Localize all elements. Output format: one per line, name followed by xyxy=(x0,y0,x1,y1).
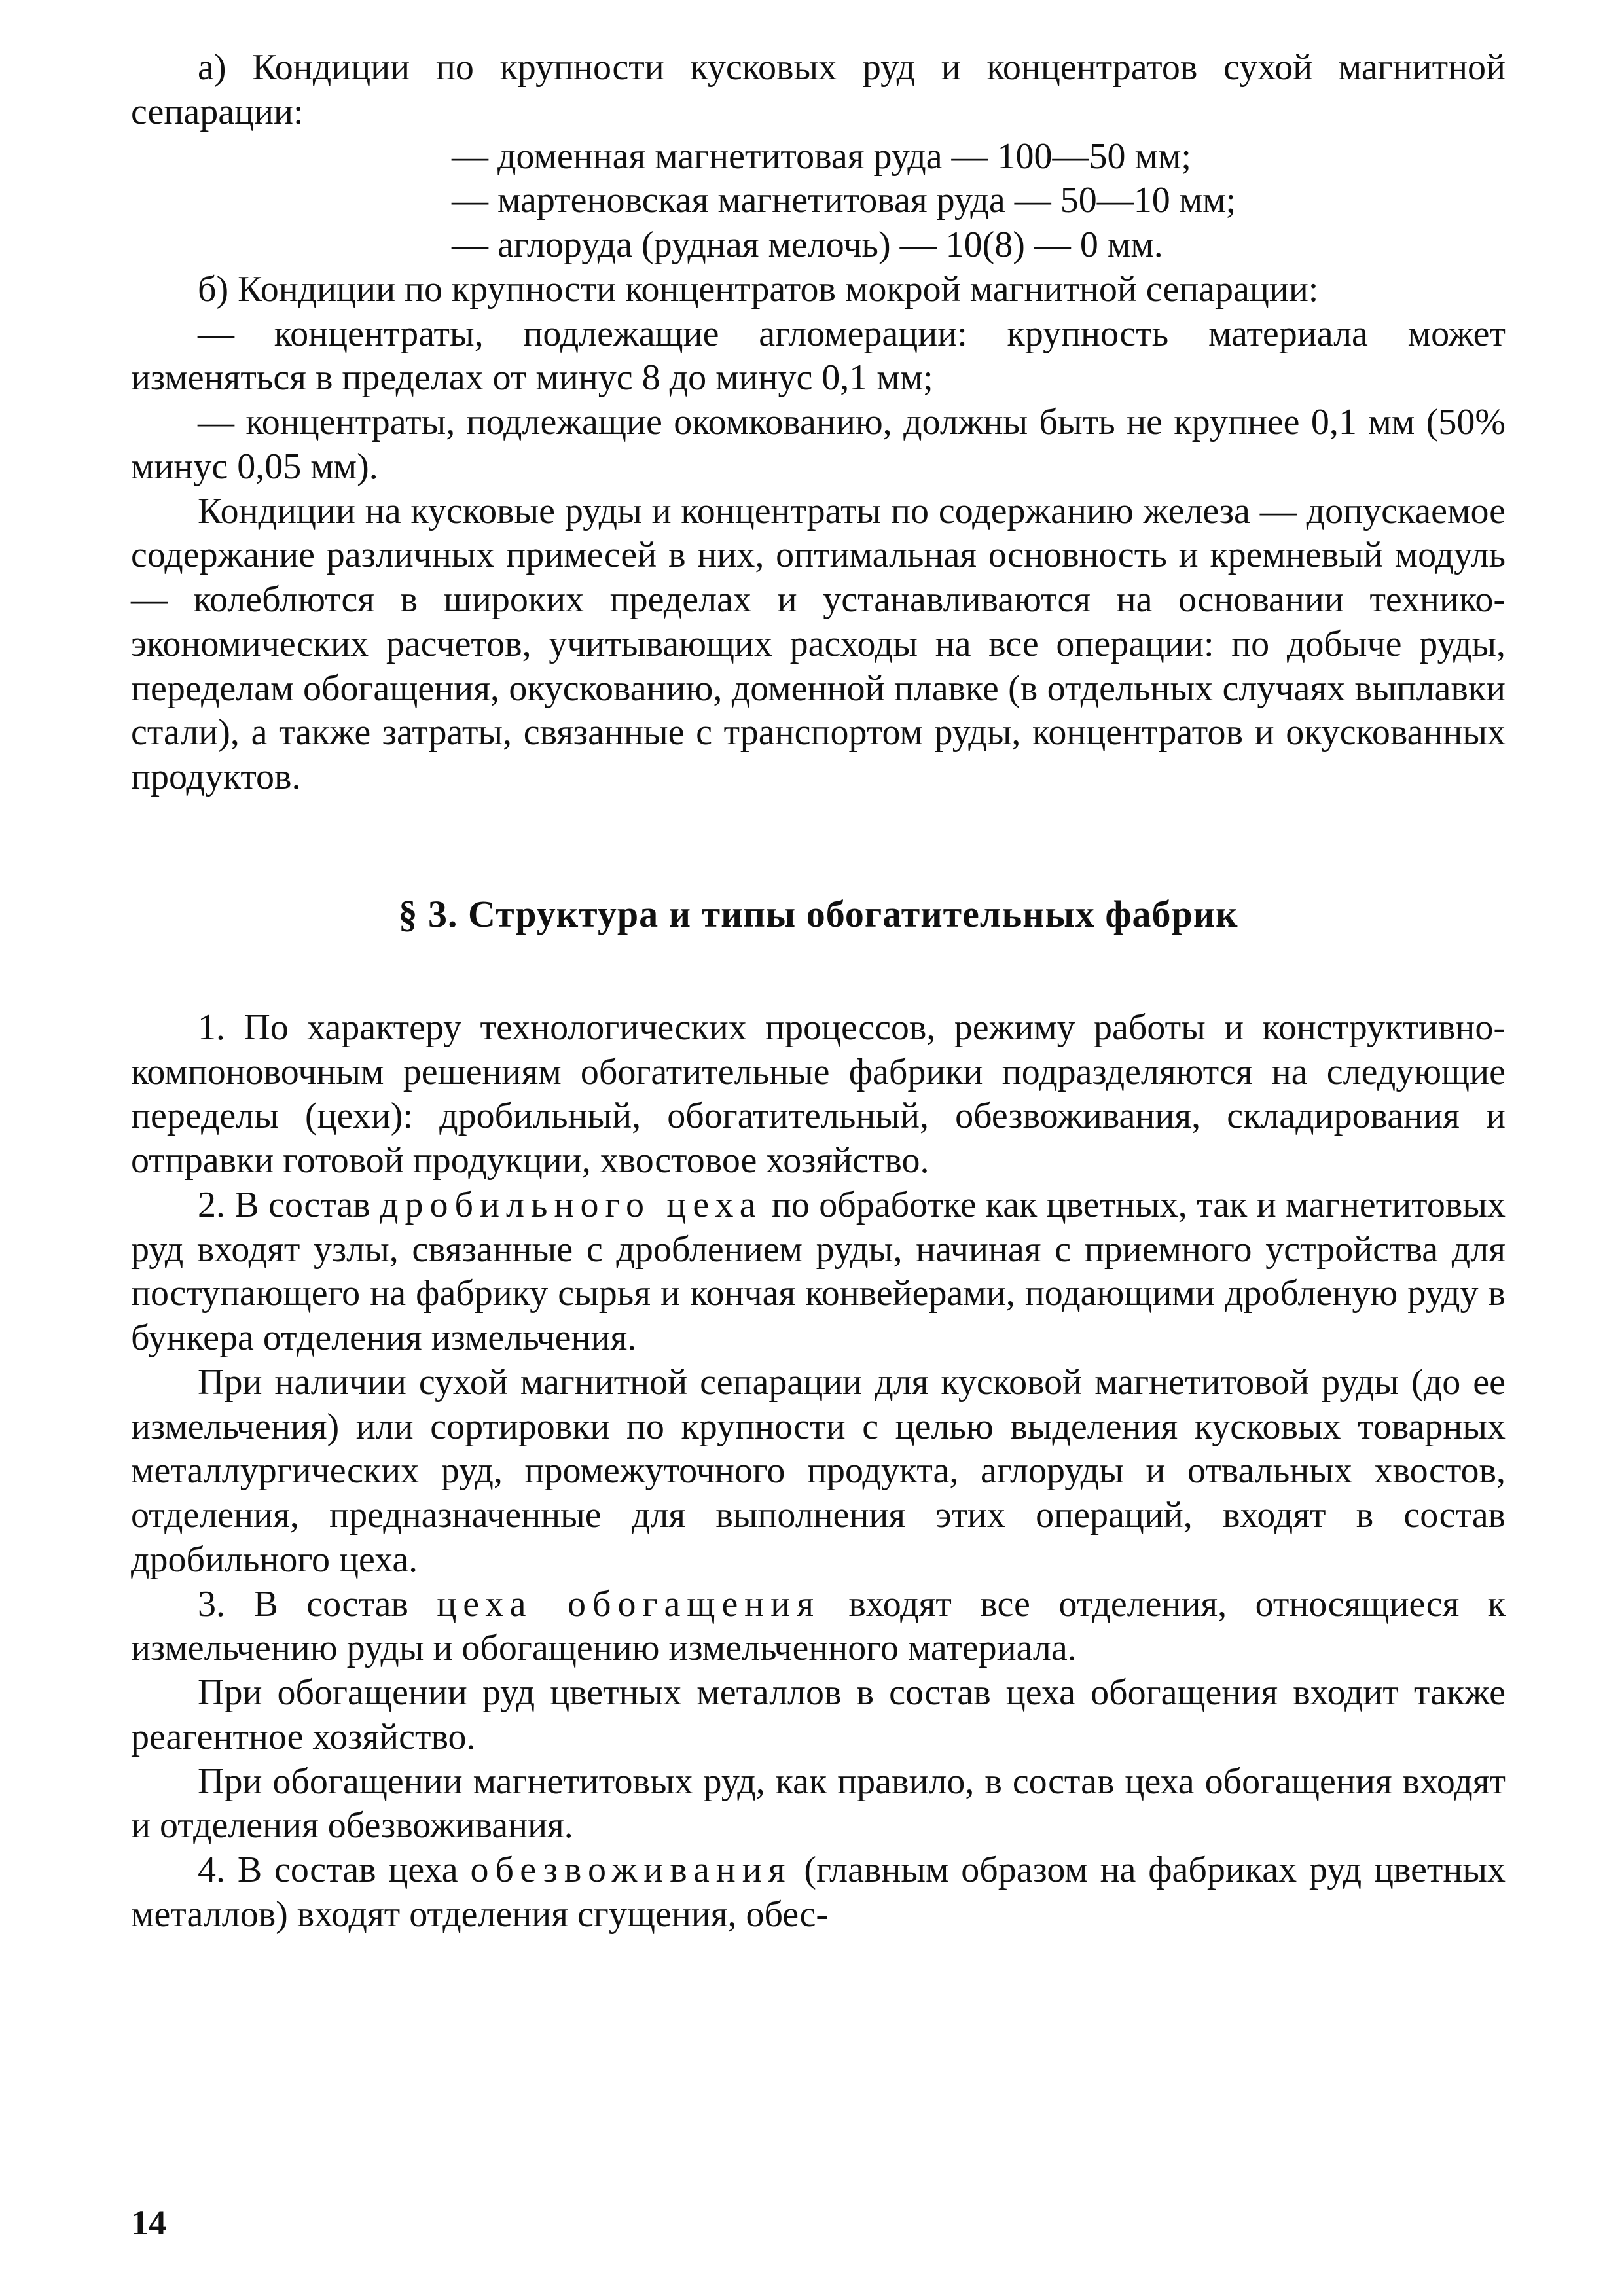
paragraph-concentration-shop xyxy=(131,1583,1506,1672)
crushing-rest: по обработке как цветных, так и магнетитовых руд входят узлы, связанные с дроблением руды, начиная с приемного устройства для поступающего на фабрику сырья и кончая конвейерами, подающими дробленую руду в бункера отделения измельчения. xyxy=(131,1184,1506,1359)
condition-a-list xyxy=(452,135,1506,268)
condition-a-item-blast-furnace: — доменная магнетитовая руда — 100—50 мм; xyxy=(452,135,1191,177)
iron-content-paragraph: Кондиции на кусковые руды и концентраты по содержанию железа — допускаемое содержание различных примесей в них, оптимальная основность и кремневый модуль — колеблются в широких пределах и устанавливаются на основании технико-экономических расчетов, учитывающих расходы на все операции: по добыче руды, переделам обогащения, окускованию, доменной плавке (в отдельных случаях выплавки стали), а также затраты, связанные с транспортом руды, концентратов и окускованных продуктов. xyxy=(131,490,1506,797)
paragraph-processing-stages: 1. По характеру технологических процессов, режиму работы и конструктивно-компоновочным решениям обогатительные фабрики подразделяются на следующие переделы (цехи): дробильный, обогатительный, обезвоживания, складирования и отправки готовой продукции, хвостовое хозяйство. xyxy=(131,1007,1506,1181)
condition-a-item-open-hearth: — мартеновская магнетитовая руда — 50—10 мм; xyxy=(452,180,1236,221)
paragraph-crushing-shop xyxy=(131,1183,1506,1361)
condition-b-item-agglomeration: — концентраты, подлежащие агломерации: крупность материала может изменяться в пределах от минус 8 до минус 0,1 мм; xyxy=(131,313,1506,399)
paragraph-dewatering-shop xyxy=(131,1848,1506,1937)
section-heading: § 3. Структура и типы обогатительных фабрик xyxy=(398,892,1238,935)
paragraph-dry-separation: При наличии сухой магнитной сепарации для кусковой магнетитовой руды (до ее измельчения) или сортировки по крупности с целью выделения кусковых товарных металлургических руд, промежуточного продукта, аглоруды и отвальных хвостов, отделения, предназначенные для выполнения этих операций, входят в состав дробильного цеха. xyxy=(131,1361,1506,1580)
paragraph-magnetite-dewatering: При обогащении магнетитовых руд, как правило, в состав цеха обогащения входят и отделения обезвоживания. xyxy=(131,1761,1506,1846)
page-body xyxy=(131,46,1506,1937)
dewatering-lead: 4. В состав цеха xyxy=(198,1850,471,1891)
crushing-lead: 2. В состав xyxy=(198,1184,380,1225)
concentration-shop-term: цеха обогащения xyxy=(437,1583,820,1624)
dewatering-shop-term: обезвоживания xyxy=(470,1850,792,1891)
condition-b-item-pelletizing: — концентраты, подлежащие окомкованию, должны быть не крупнее 0,1 мм (50% минус 0,05 мм). xyxy=(131,402,1506,487)
page-number: 14 xyxy=(131,2203,166,2242)
concentration-lead: 3. В состав xyxy=(198,1583,437,1624)
dewatering-rest: (главным образом на фабриках руд цветных металлов) входят отделения сгущения, обес- xyxy=(131,1850,1506,1935)
concentration-rest: входят все отделения, относящиеся к измельчению руды и обогащению измельченного материала. xyxy=(131,1583,1506,1669)
condition-a-intro: а) Кондиции по крупности кусковых руд и концентратов сухой магнитной сепарации: xyxy=(131,47,1506,132)
condition-b-intro: б) Кондиции по крупности концентратов мокрой магнитной сепарации: xyxy=(198,268,1319,310)
crushing-shop-term: дробильного цеха xyxy=(380,1184,763,1225)
condition-a-item-sinter-ore: — аглоруда (рудная мелочь) — 10(8) — 0 мм. xyxy=(452,224,1163,265)
paragraph-reagent-facility: При обогащении руд цветных металлов в состав цеха обогащения входит также реагентное хозяйство. xyxy=(131,1672,1506,1757)
